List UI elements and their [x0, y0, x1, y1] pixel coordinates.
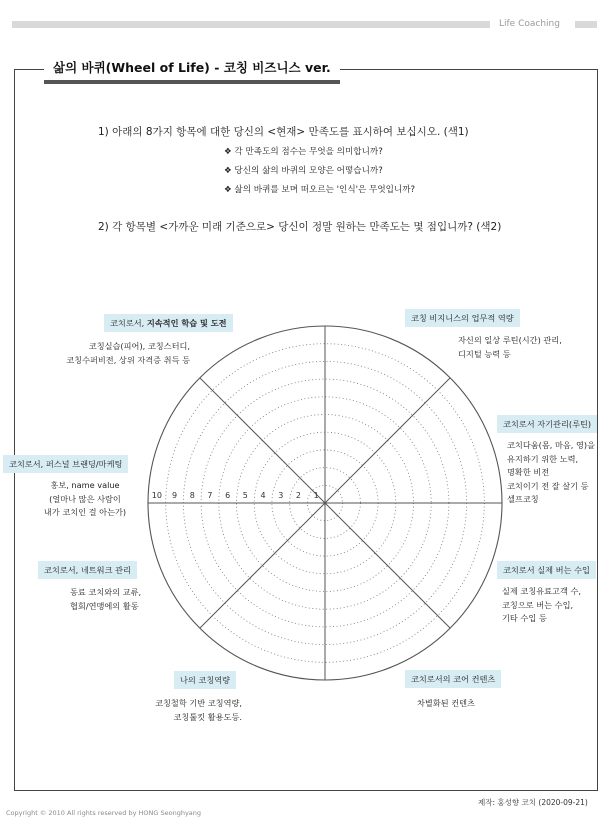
- scale-label: 1: [313, 491, 319, 500]
- desc-line: 실제 코칭유료고객 수,: [502, 586, 581, 596]
- category-tag-income: 코치로서 실제 버는 수입: [497, 561, 596, 579]
- category-tag-core-contents: 코치로서의 코어 컨텐츠: [405, 670, 501, 688]
- desc-line: 코치다움(몸, 마음, 영)을: [507, 440, 595, 450]
- scale-label: 8: [189, 491, 195, 500]
- category-tag-continuous-learning: [104, 314, 233, 332]
- worksheet-title: 삶의 바퀴(Wheel of Life) - 코칭 비즈니스 ver.: [44, 55, 340, 84]
- desc-line: 코치이기 전 잘 살기 등: [507, 480, 589, 491]
- scale-label: 2: [295, 491, 301, 500]
- desc-line: 차별화된 컨텐츠: [417, 698, 475, 708]
- category-tag-coaching-competency: 나의 코칭역량: [174, 671, 236, 689]
- category-desc-business-competency: [458, 334, 562, 361]
- desc-line: 코칭실습(피어), 코칭스터디,: [88, 341, 190, 351]
- desc-line: 기타 수입 등: [502, 613, 547, 623]
- desc-line: 디지털 능력 등: [458, 348, 511, 359]
- bullet-3: ❖ 삶의 바퀴를 보며 떠오르는 '인식'은 무엇입니까?: [224, 185, 416, 195]
- category-desc-coaching-competency: [100, 697, 242, 724]
- desc-line: 유지하기 위한 노력,: [507, 453, 579, 464]
- author-credit: 제작: 홍성향 코치 (2020-09-21): [478, 798, 588, 807]
- desc-line: 코칭툴킷 활용도등.: [173, 711, 242, 722]
- category-desc-personal-branding: [20, 479, 150, 520]
- category-tag-personal-branding: 코치로서, 퍼스널 브랜딩/마케팅: [3, 455, 128, 473]
- copyright: Copyright © 2010 All rights reserved by HONG Seonghyang: [6, 809, 202, 817]
- category-tag-self-management: 코치로서 자기관리(루틴): [497, 415, 597, 433]
- bullet-1: ❖ 각 만족도의 점수는 무엇을 의미합니까?: [224, 147, 383, 157]
- wheel-scale: [152, 491, 319, 500]
- header-label: Life Coaching: [499, 19, 560, 29]
- question-2: 2) 각 항목별 <가까운 미래 기준으로> 당신이 정말 원하는 만족도는 몇 점입니까? (색2): [98, 221, 502, 233]
- category-tag-prefix: 코치로서,: [110, 318, 147, 328]
- scale-label: 10: [151, 491, 162, 500]
- wheel-spokes: [148, 326, 502, 680]
- desc-line: 코칭철학 기반 코칭역량,: [155, 698, 242, 708]
- category-desc-self-management: [507, 439, 595, 507]
- desc-line: 협회/연맹에의 활동: [70, 600, 139, 611]
- desc-line: (얼마나 많은 사람이: [49, 493, 121, 504]
- desc-line: 자신의 일상 루틴(시간) 관리,: [458, 335, 562, 345]
- scale-label: 6: [225, 491, 231, 500]
- category-desc-income: [502, 585, 581, 626]
- desc-line: 코칭수퍼비전, 상위 자격증 취득 등: [66, 354, 190, 365]
- scale-label: 5: [242, 491, 248, 500]
- category-desc-network: [70, 586, 141, 613]
- category-tag-business-competency: 코칭 비지니스의 업무적 역량: [405, 309, 520, 327]
- scale-label: 9: [172, 491, 178, 500]
- category-desc-core-contents: [417, 697, 475, 711]
- desc-line: 셀프코칭: [507, 494, 539, 504]
- scale-label: 3: [278, 491, 284, 500]
- desc-line: 내가 코치인 걸 아는가): [43, 507, 127, 517]
- question-1: 1) 아래의 8가지 항목에 대한 당신의 <현재> 만족도를 표시하여 보십시오. (색1): [98, 126, 469, 138]
- desc-line: 명확한 비전: [507, 467, 550, 477]
- desc-line: 동료 코치와의 교류,: [70, 587, 142, 597]
- desc-line: 홍보, name value: [50, 480, 120, 490]
- desc-line: 코칭으로 버는 수입,: [502, 599, 574, 610]
- category-tag-bold: 지속적인 학습 및 도전: [146, 318, 227, 328]
- bullet-2: ❖ 당신의 삶의 바퀴의 모양은 어떻습니까?: [224, 166, 383, 176]
- scale-label: 7: [207, 491, 213, 500]
- scale-label: 4: [260, 491, 266, 500]
- category-tag-network: 코치로서, 네트워크 관리: [38, 561, 137, 579]
- category-desc-continuous-learning: [40, 340, 190, 367]
